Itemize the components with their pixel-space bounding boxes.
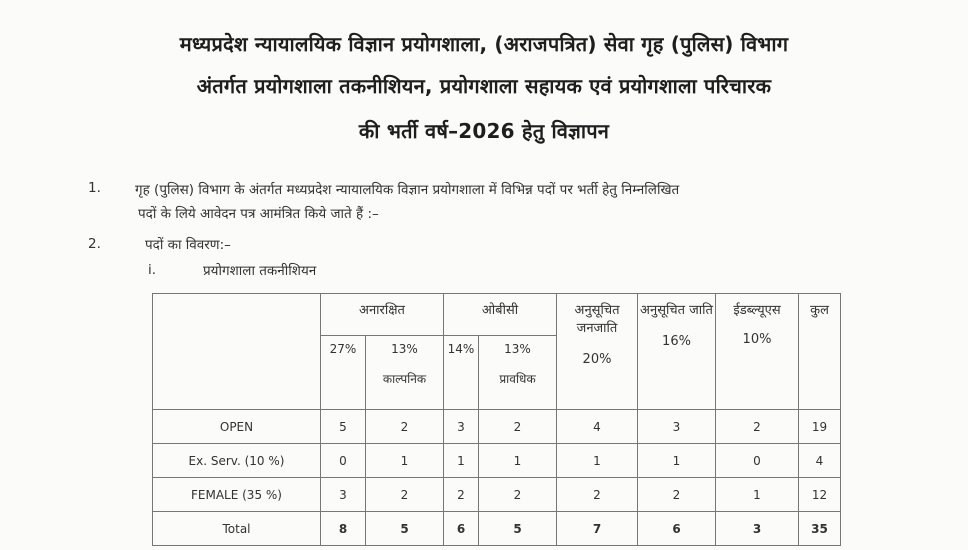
table-cell: 7 bbox=[557, 512, 638, 546]
subheader-ur-13-pct: 13% bbox=[391, 342, 418, 356]
subheader-obc-13 bbox=[479, 336, 557, 410]
header-sc-pct: 16% bbox=[662, 334, 691, 349]
table-cell: 6 bbox=[444, 512, 479, 546]
table-row bbox=[153, 444, 841, 478]
row-label: Ex. Serv. (10 %) bbox=[153, 444, 321, 478]
table-cell: 2 bbox=[557, 478, 638, 512]
table-cell: 2 bbox=[638, 478, 716, 512]
subsection-heading: प्रयोगशाला तकनीशियन bbox=[203, 263, 317, 279]
row-label: OPEN bbox=[153, 410, 321, 444]
table-cell: 2 bbox=[366, 478, 444, 512]
table-cell: 5 bbox=[321, 410, 366, 444]
table-cell: 0 bbox=[716, 444, 799, 478]
title-line-1: मध्यप्रदेश न्यायालयिक विज्ञान प्रयोगशाला, (अराजपत्रित) सेवा गृह (पुलिस) विभाग bbox=[179, 32, 789, 56]
table-cell: 1 bbox=[557, 444, 638, 478]
table-cell: 3 bbox=[321, 478, 366, 512]
table-cell: 2 bbox=[444, 478, 479, 512]
table-cell: 5 bbox=[479, 512, 557, 546]
table-cell: 3 bbox=[444, 410, 479, 444]
table-cell: 19 bbox=[799, 410, 841, 444]
title-line-2: अंतर्गत प्रयोगशाला तकनीशियन, प्रयोगशाला सहायक एवं प्रयोगशाला परिचारक bbox=[196, 74, 772, 98]
table-row bbox=[153, 512, 841, 546]
table-cell: 4 bbox=[799, 444, 841, 478]
table-cell: 2 bbox=[366, 410, 444, 444]
header-st-pct: 20% bbox=[582, 352, 612, 367]
header-ews-pct: 10% bbox=[742, 332, 772, 347]
header-total: कुल bbox=[799, 294, 841, 410]
subheader-obc-13-pct: 13% bbox=[504, 342, 531, 356]
header-st bbox=[557, 294, 638, 410]
subheader-obc-13-label: प्रावधिक bbox=[499, 372, 536, 386]
table-cell: 1 bbox=[638, 444, 716, 478]
subheader-ur-27: 27% bbox=[321, 336, 366, 410]
header-obc: ओबीसी bbox=[444, 294, 557, 336]
header-sc-label: अनुसूचित जाति bbox=[640, 303, 713, 318]
header-unreserved: अनारक्षित bbox=[321, 294, 444, 336]
table-row bbox=[153, 410, 841, 444]
table-cell: 2 bbox=[716, 410, 799, 444]
table-cell: 6 bbox=[638, 512, 716, 546]
subheader-ur-13-label: काल्पनिक bbox=[382, 372, 427, 386]
table-cell: 1 bbox=[444, 444, 479, 478]
table-cell: 12 bbox=[799, 478, 841, 512]
table-cell: 8 bbox=[321, 512, 366, 546]
table-cell: 1 bbox=[479, 444, 557, 478]
table-cell: 2 bbox=[479, 478, 557, 512]
subheader-ur-13 bbox=[366, 336, 444, 410]
table-cell: 3 bbox=[716, 512, 799, 546]
table-cell: 1 bbox=[366, 444, 444, 478]
section-2-number: 2. bbox=[88, 236, 101, 252]
table-cell: 35 bbox=[799, 512, 841, 546]
header-ews-label: ईडब्ल्यूएस bbox=[733, 303, 781, 318]
title-line-3: की भर्ती वर्ष–2026 हेतु विज्ञापन bbox=[358, 119, 610, 143]
section-1-line-1: गृह (पुलिस) विभाग के अंतर्गत मध्यप्रदेश न्यायालयिक विज्ञान प्रयोगशाला में विभिन्न पदों पर भर्ती हेतु निम्नलिखित bbox=[135, 182, 680, 198]
subsection-number: i. bbox=[148, 262, 157, 278]
section-1-line-2: पदों के लिये आवेदन पत्र आमंत्रित किये जाते हैं :– bbox=[138, 206, 379, 222]
empty-header-cell bbox=[153, 294, 321, 410]
table-cell: 3 bbox=[638, 410, 716, 444]
header-st-label: अनुसूचित जनजाति bbox=[574, 303, 620, 336]
header-sc bbox=[638, 294, 716, 410]
table-cell: 4 bbox=[557, 410, 638, 444]
table-cell: 0 bbox=[321, 444, 366, 478]
header-ews bbox=[716, 294, 799, 410]
posts-table bbox=[152, 293, 841, 546]
row-label: FEMALE (35 %) bbox=[153, 478, 321, 512]
table-cell: 5 bbox=[366, 512, 444, 546]
section-2-heading: पदों का विवरण:– bbox=[145, 237, 231, 253]
table-cell: 1 bbox=[716, 478, 799, 512]
table-cell: 2 bbox=[479, 410, 557, 444]
section-1-number: 1. bbox=[88, 180, 101, 196]
row-label: Total bbox=[153, 512, 321, 546]
subheader-obc-14: 14% bbox=[444, 336, 479, 410]
table-row bbox=[153, 478, 841, 512]
